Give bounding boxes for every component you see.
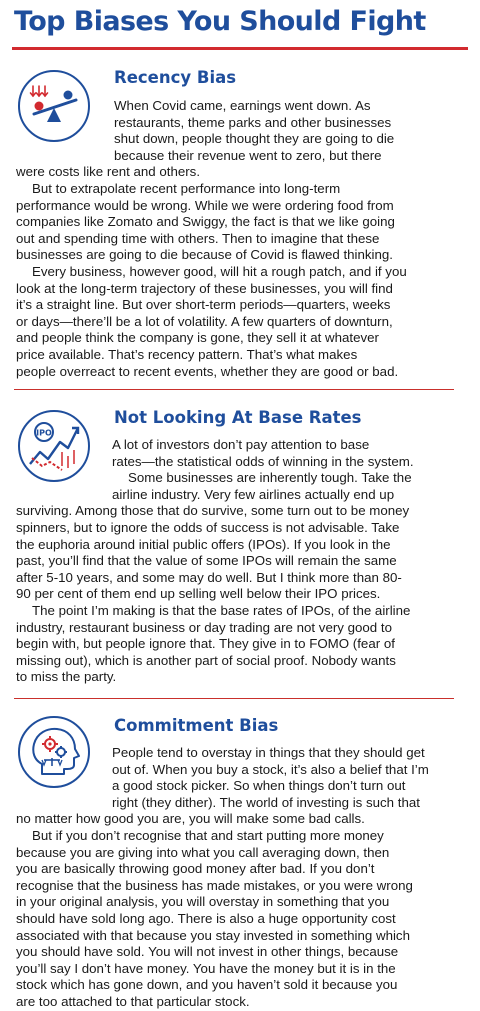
text-line: surviving. Among those that do survive, some turn out to be money xyxy=(16,503,410,519)
text-line: But to extrapolate recent performance into long-term xyxy=(32,180,341,196)
text-line: you are basically throwing good money after bad. If you don’t xyxy=(16,861,375,877)
text-line: But if you don’t recognise that and start putting more money xyxy=(32,827,384,843)
text-line: are too attached to that particular stock. xyxy=(16,993,250,1009)
text-line: begin with, but people ignore that. They give in to FOMO (fear of xyxy=(16,636,395,652)
text-line: out and spending time with others. Then to imagine that these xyxy=(16,230,380,246)
text-line: 90 per cent of them end up selling well below their IPO prices. xyxy=(16,586,381,602)
text-line: look at the long-term trajectory of these businesses, you will find xyxy=(16,280,393,296)
section-body xyxy=(16,98,466,380)
text-line: businesses are going to die because of Covid is flawed thinking. xyxy=(16,247,393,263)
text-line: and people think the company is gone, they sell it at whatever xyxy=(16,330,379,346)
section-divider xyxy=(14,698,454,699)
text-line: out of. When you buy a stock, it’s also a belief that I’m xyxy=(112,761,429,777)
text-line: should have sold long ago. There is also a huge opportunity cost xyxy=(16,910,396,926)
text-line: you’ll say I don’t have money. You have the money but it is in the xyxy=(16,960,396,976)
text-line: people overreact to recent events, whether they are good or bad. xyxy=(16,363,399,379)
text-line: after 5-10 years, and some may do well. But I think more than 80- xyxy=(16,569,402,585)
text-line: airline industry. Very few airlines actually end up xyxy=(112,486,395,502)
text-line: associated with that because you stay invested in something which xyxy=(16,927,410,943)
text-line: shut down, people thought they are going to die xyxy=(114,131,395,147)
text-line: no matter how good you are, you will make some bad calls. xyxy=(16,811,365,827)
text-line: recognise that the business has made mistakes, or you were wrong xyxy=(16,877,413,893)
text-line: a good stock picker. So when things don’t turn out xyxy=(112,778,406,794)
section-divider xyxy=(14,389,454,390)
text-line: past, you’ll find that the value of some IPOs will remain the same xyxy=(16,553,397,569)
text-line: missing out), which is another part of social proof. Nobody wants xyxy=(16,652,396,668)
section-body xyxy=(16,745,466,1011)
text-line: rates—the statistical odds of winning in the system. xyxy=(112,453,414,469)
text-line: stock which has gone down, and you haven’t sold it because you xyxy=(16,977,398,993)
text-line: performance would be wrong. While we were ordering food from xyxy=(16,197,394,213)
title-rule xyxy=(12,47,468,50)
text-line: Every business, however good, will hit a rough patch, and if you xyxy=(32,263,407,279)
ipo-label: IPO xyxy=(36,428,52,438)
text-line: industry, restaurant business or day trading are not very good to xyxy=(16,619,392,635)
text-line: price available. That’s recency pattern. That’s what makes xyxy=(16,346,358,362)
text-line: to miss the party. xyxy=(16,669,117,685)
text-line: People tend to overstay in things that they should get xyxy=(112,745,425,760)
text-line: or days—there’ll be a lot of volatility. A few quarters of downturn, xyxy=(16,313,393,329)
section-heading: Recency Bias xyxy=(114,68,237,87)
text-line: were costs like rent and others. xyxy=(16,164,201,180)
text-line: because their revenue went to zero, but there xyxy=(114,147,382,163)
section-heading: Not Looking At Base Rates xyxy=(114,408,362,427)
text-line: in your original analysis, you will overstay in something that you xyxy=(16,894,390,910)
text-line: A lot of investors don’t pay attention to base xyxy=(112,437,370,452)
text-line: the euphoria around initial public offers (IPOs). If you look in the xyxy=(16,536,391,552)
section-body xyxy=(16,437,466,686)
text-line: right (they dither). The world of investing is such that xyxy=(112,794,420,810)
text-line: spinners, but to ignore the odds of success is not advisable. Take xyxy=(16,519,400,535)
page-title: Top Biases You Should Fight xyxy=(14,6,426,37)
text-line: you should have sold. You will not invest in other things, because xyxy=(16,944,399,960)
text-line: When Covid came, earnings went down. As xyxy=(114,98,371,113)
text-line: companies like Zomato and Swiggy, the fact is that we like going xyxy=(16,214,395,230)
text-line: The point I’m making is that the base rates of IPOs, of the airline xyxy=(32,602,411,618)
section-heading: Commitment Bias xyxy=(114,716,279,735)
text-line: restaurants, theme parks and other businesses xyxy=(114,114,392,130)
text-line: it’s a straight line. But over short-term periods—quarters, weeks xyxy=(16,297,391,313)
text-line: Some businesses are inherently tough. Take the xyxy=(128,470,412,486)
text-line: because you are giving into what you call averaging down, then xyxy=(16,844,390,860)
